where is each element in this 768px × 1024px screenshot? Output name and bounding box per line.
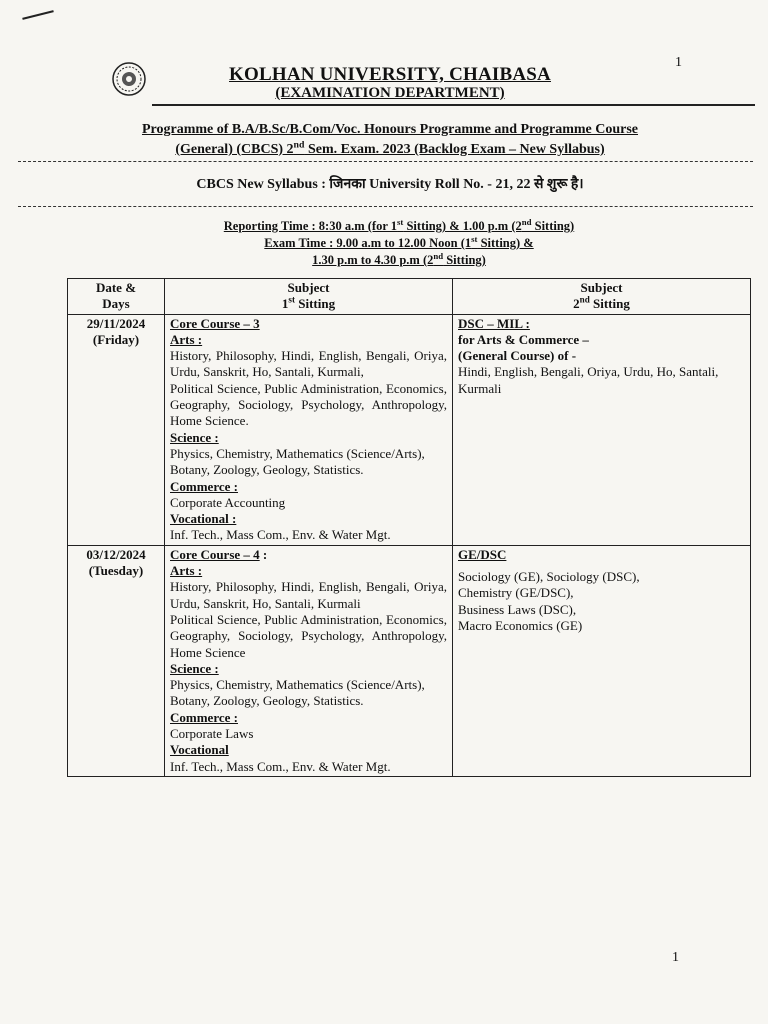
first-sitting-cell	[165, 545, 453, 776]
science-label: Science :	[170, 429, 219, 445]
header-first-sitting: Subject 1st Sitting	[165, 279, 453, 315]
programme-line-2: (General) (CBCS) 2nd Sem. Exam. 2023 (Backlog Exam – New Syllabus)	[175, 139, 605, 157]
department-name: (EXAMINATION DEPARTMENT)	[275, 85, 505, 101]
exam-time: Exam Time : 9.00 a.m to 12.00 Noon (1st Sitting) &	[264, 233, 534, 250]
programme-line-1: Programme of B.A/B.Sc/B.Com/Voc. Honours Programme and Programme Course	[141, 122, 639, 137]
page-number-top: 1	[675, 55, 682, 70]
science-subjects: Physics, Chemistry, Mathematics (Science/Arts), Botany, Zoology, Geology, Statistics.	[170, 445, 425, 478]
second-sitting-cell	[453, 314, 751, 545]
table-row	[68, 545, 751, 776]
arts-subjects-1: History, Philosophy, Hindi, English, Bengali, Oriya, Urdu, Sanskrit, Ho, Santali, Kurmali,	[170, 348, 447, 380]
divider-dashed-1	[18, 161, 753, 162]
ge-dsc-item: Macro Economics (GE)	[458, 617, 583, 633]
programme-title	[6, 120, 768, 160]
exam-time-2: 1.30 p.m to 4.30 p.m (2nd Sitting)	[312, 250, 486, 267]
vocational-label: Vocational	[170, 742, 229, 758]
header-second-sitting: Subject 2nd Sitting	[453, 279, 751, 315]
course-title: Core Course – 4	[170, 546, 260, 562]
page-number-bottom: 1	[672, 950, 679, 965]
date-cell	[68, 545, 165, 776]
commerce-label: Commerce :	[170, 478, 238, 494]
exam-schedule-table	[67, 278, 751, 777]
science-subjects: Physics, Chemistry, Mathematics (Science/Arts), Botany, Zoology, Geology, Statistics.	[170, 677, 425, 709]
dsc-line-2: (General Course) of -	[458, 348, 577, 364]
arts-label: Arts :	[170, 331, 203, 347]
vocational-subjects: Inf. Tech., Mass Com., Env. & Water Mgt.	[170, 758, 391, 774]
commerce-subjects: Corporate Accounting	[170, 494, 286, 510]
ge-dsc-item: Business Laws (DSC),	[458, 601, 577, 617]
cbcs-note: CBCS New Syllabus : जिनका University Roll No. - 21, 22 से शुरू है।	[196, 177, 584, 192]
header-date: Date & Days	[68, 279, 165, 315]
timing-block	[15, 218, 768, 269]
divider-dashed-2	[18, 206, 753, 207]
arts-subjects-2: Political Science, Public Administration, Economics, Geography, Sociology, Psychology, Anthropology, Home Science.	[170, 380, 447, 429]
table-header-row	[68, 279, 751, 315]
ge-dsc-item: Chemistry (GE/DSC),	[458, 585, 574, 601]
pen-mark	[22, 10, 54, 20]
commerce-label: Commerce :	[170, 709, 238, 725]
course-title: Core Course – 3	[170, 315, 260, 331]
science-label: Science :	[170, 660, 219, 676]
exam-date: 03/12/2024	[86, 546, 146, 562]
university-name: KOLHAN UNIVERSITY, CHAIBASA	[229, 64, 551, 85]
mil-subjects: Hindi, English, Bengali, Oriya, Urdu, Ho, Santali, Kurmali	[458, 364, 719, 396]
arts-label: Arts :	[170, 563, 203, 579]
course-title: DSC – MIL :	[458, 315, 530, 331]
vocational-label: Vocational :	[170, 511, 237, 527]
exam-day: (Tuesday)	[88, 563, 144, 579]
ge-dsc-item: Sociology (GE), Sociology (DSC),	[458, 569, 640, 585]
second-sitting-cell	[453, 545, 751, 776]
course-title-line: Core Course – 4 :	[170, 546, 268, 562]
arts-subjects-1: History, Philosophy, Hindi, English, Bengali, Oriya, Urdu, Sanskrit, Ho, Santali, Kurmali	[170, 579, 447, 611]
exam-date: 29/11/2024	[86, 315, 146, 331]
header-rule	[152, 104, 755, 106]
first-sitting-cell	[165, 314, 453, 545]
arts-subjects-2: Political Science, Public Administration, Economics, Geography, Sociology, Psychology, Anthropology, Home Science	[170, 611, 447, 660]
course-title: GE/DSC	[458, 546, 507, 562]
commerce-subjects: Corporate Laws	[170, 726, 254, 742]
dsc-line-1: for Arts & Commerce –	[458, 331, 589, 347]
reporting-time: Reporting Time : 8:30 a.m (for 1st Sitting) & 1.00 p.m (2nd Sitting)	[223, 216, 575, 233]
vocational-subjects: Inf. Tech., Mass Com., Env. & Water Mgt.	[170, 527, 391, 543]
date-cell	[68, 314, 165, 545]
table-row	[68, 314, 751, 545]
exam-day: (Friday)	[92, 331, 140, 347]
